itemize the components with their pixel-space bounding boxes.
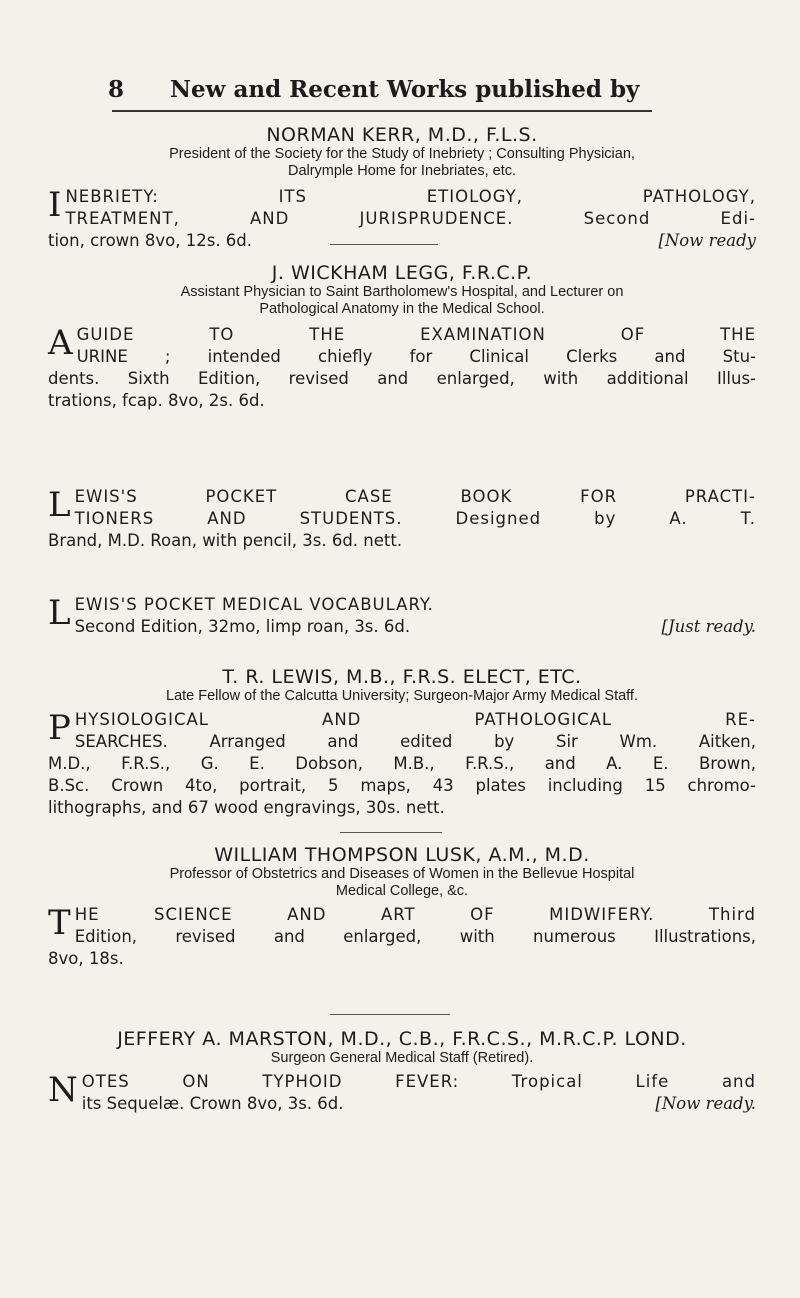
running-head-title: New and Recent Works published by <box>170 76 640 103</box>
availability-note: [Just ready. <box>661 617 756 636</box>
availability-note: [Now ready <box>658 231 756 250</box>
page-number: 8 <box>108 76 125 103</box>
author-heading: NORMAN KERR, M.D., F.L.S. <box>266 124 538 146</box>
author-description: Assistant Physician to Saint Bartholomew's Hospital, and Lecturer on Pathological Anatomy in the Medical School. <box>180 284 624 317</box>
separator-rule <box>340 832 442 833</box>
author-heading: JEFFERY A. MARSTON, M.D., C.B., F.R.C.S., M.R.C.P. LOND. <box>117 1028 687 1050</box>
separator-rule <box>330 244 438 245</box>
entry-lewis-researches <box>48 666 756 819</box>
author-description: President of the Society for the Study of Inebriety ; Consulting Physician, Dalrymple Home for Inebriates, etc. <box>169 146 635 179</box>
entry-kerr <box>48 124 756 252</box>
drop-cap: A <box>48 323 73 363</box>
drop-cap: T <box>48 903 71 943</box>
book-listing: T HE SCIENCE AND ART OF MIDWIFERY. Third Edition, revised and enlarged, with numerous Illustrations, 8vo, 18s. <box>48 903 756 968</box>
book-listing: N OTES ON TYPHOID FEVER: Tropical Life and its Sequelæ. Crown 8vo, 3s. 6d. [Now ready. <box>48 1070 756 1113</box>
author-heading: WILLIAM THOMPSON LUSK, A.M., M.D. <box>214 844 590 866</box>
separator-rule <box>330 1014 450 1015</box>
entry-marston <box>48 1028 756 1115</box>
book-listing: A GUIDE TO THE EXAMINATION OF THE URINE ; intended chiefly for Clinical Clerks and Stu- dents. Sixth Edition, revised and enlarged, with additional Illus- trations, fcap. 8vo, 2s. 6d. <box>48 323 756 410</box>
book-listing: P HYSIOLOGICAL AND PATHOLOGICAL RE- SEARCHES. Arranged and edited by Sir Wm. Aitken, M.D., F.R.S., G. E. Dobson, M.B., F.R.S., and A. E. Brown, B.Sc. Crown 4to, portrait, 5 maps, 43 plates including 15 chromo- lithographs, and 67 wood engravings, 30s. nett. <box>48 708 756 817</box>
entry-pocket-case-book <box>48 486 756 552</box>
drop-cap: N <box>48 1070 78 1110</box>
drop-cap: L <box>48 485 71 525</box>
author-heading: T. R. LEWIS, M.B., F.R.S. ELECT, ETC. <box>222 666 582 688</box>
drop-cap: L <box>48 593 71 633</box>
entry-medical-vocabulary <box>48 594 756 638</box>
book-listing: L EWIS'S POCKET CASE BOOK FOR PRACTI- TIONERS AND STUDENTS. Designed by A. T. Brand, M.D. Roan, with pencil, 3s. 6d. nett. <box>48 485 756 550</box>
author-description: Late Fellow of the Calcutta University; Surgeon-Major Army Medical Staff. <box>166 688 638 704</box>
entry-legg <box>48 262 756 412</box>
book-listing: I NEBRIETY: ITS ETIOLOGY, PATHOLOGY, TREATMENT, AND JURISPRUDENCE. Second Edi- tion, crown 8vo, 12s. 6d. [Now ready <box>48 185 756 250</box>
book-listing: L EWIS'S POCKET MEDICAL VOCABULARY. Second Edition, 32mo, limp roan, 3s. 6d. [Just ready. <box>48 593 756 636</box>
author-description: Surgeon General Medical Staff (Retired). <box>270 1050 534 1066</box>
author-description: Professor of Obstetrics and Diseases of Women in the Bellevue Hospital Medical College, &c. <box>169 866 635 899</box>
drop-cap: P <box>48 708 71 748</box>
author-heading: J. WICKHAM LEGG, F.R.C.P. <box>271 262 533 284</box>
entry-lusk <box>48 844 756 970</box>
header-rule <box>112 110 652 112</box>
drop-cap: I <box>48 185 62 225</box>
availability-note: [Now ready. <box>655 1094 756 1113</box>
